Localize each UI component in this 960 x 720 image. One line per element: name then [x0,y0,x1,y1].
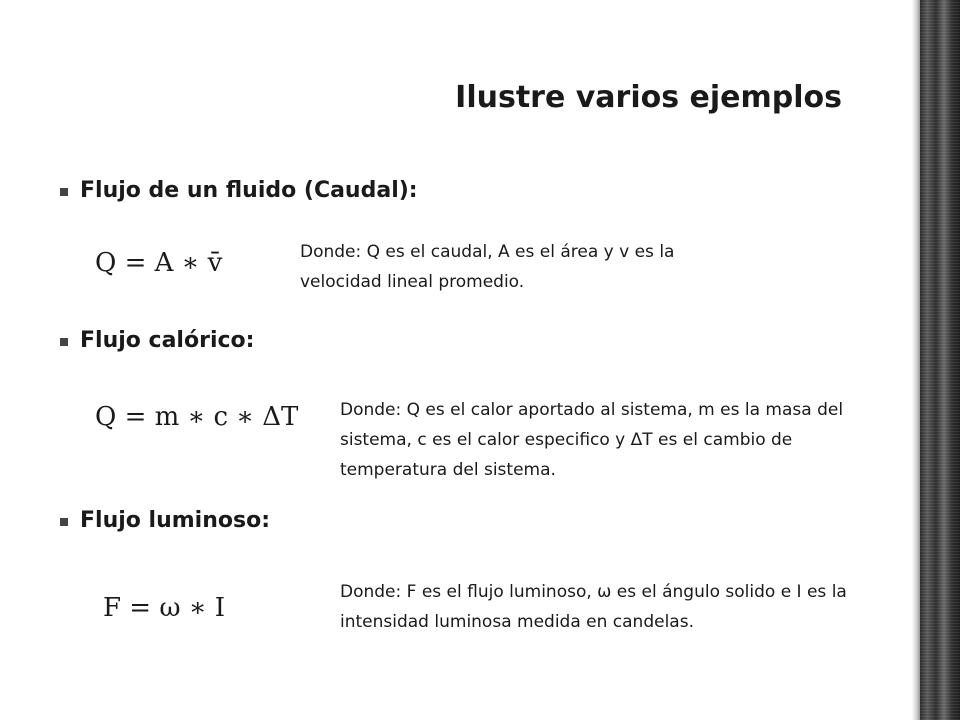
bullet-item-calorico [60,328,254,353]
description-luminoso: Donde: F es el flujo luminoso, ω es el ángulo solido e I es la intensidad luminosa medida en candelas. [340,582,847,632]
formula-caudal: Q = A ∗ v̄ [95,248,223,278]
description-calorico: Donde: Q es el calor aportado al sistema, m es la masa del sistema, c es el calor especifico y ΔT es el cambio de temperatura del sistema. [340,400,844,480]
bullet-heading: Flujo de un fluido (Caudal): [80,178,418,203]
formula-calorico: Q = m ∗ c ∗ ΔT [95,402,299,432]
bullet-item-caudal [60,178,418,203]
bullet-heading: Flujo calórico: [80,328,255,353]
slide-title: Ilustre varios ejemplos [455,80,842,115]
square-bullet-icon [60,338,68,346]
square-bullet-icon [60,188,68,196]
right-border-highlight [912,0,920,720]
bullet-heading: Flujo luminoso: [80,508,270,533]
right-decorative-border [920,0,960,720]
description-caudal: Donde: Q es el caudal, A es el área y v es la velocidad lineal promedio. [300,242,675,292]
square-bullet-icon [60,518,68,526]
bullet-item-luminoso [60,508,270,533]
formula-luminoso: F = ω ∗ I [103,593,226,623]
